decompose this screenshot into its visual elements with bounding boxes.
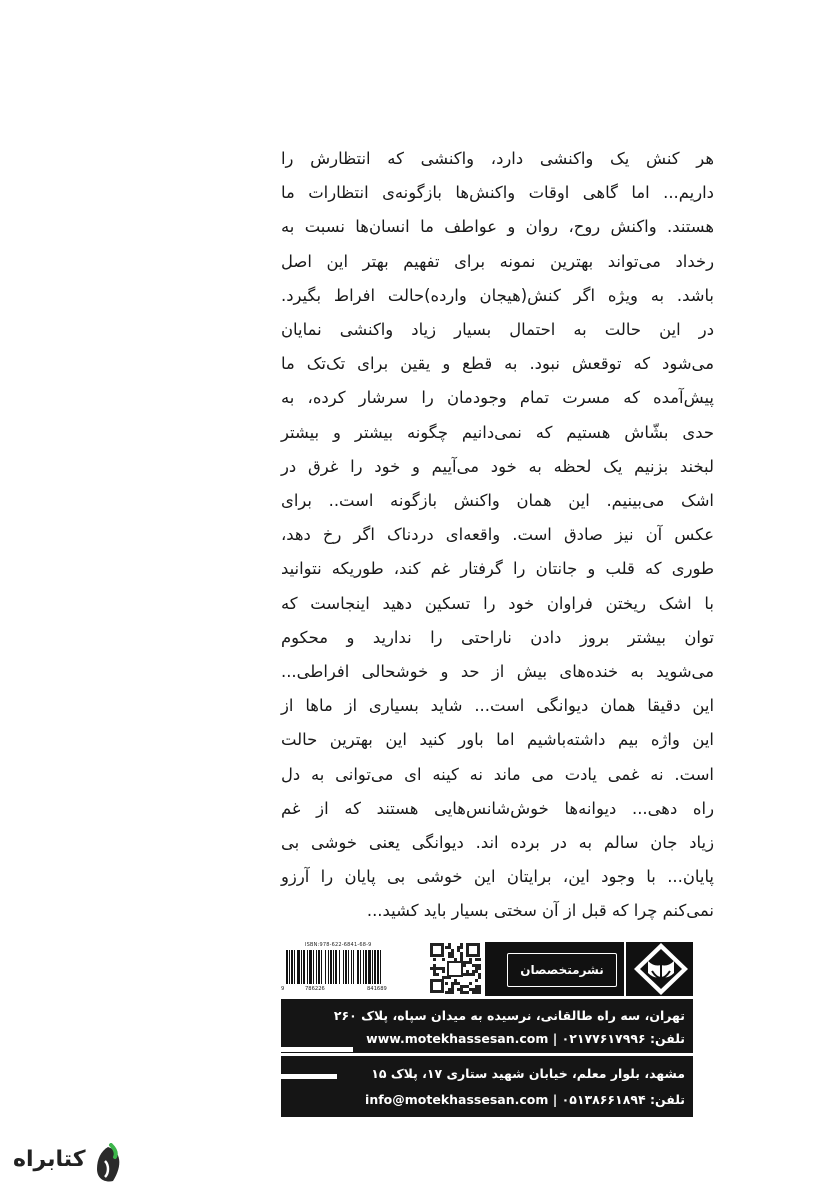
blurb-line: عکس آن نیز صادق است. واقعه‌ای دردناک اگر رخ دهد،: [281, 525, 714, 545]
qr-module: [451, 952, 454, 955]
logo-divider: [624, 942, 626, 996]
qr-module: [442, 958, 445, 961]
publisher-logo: [485, 942, 693, 996]
qr-module: [454, 982, 457, 985]
qr-module: [439, 967, 442, 970]
qr-module: [469, 973, 472, 976]
qr-module: [472, 973, 475, 976]
blurb-line: پایان... با وجود این، برایتان این خوشی بی پایان را آرزو: [281, 867, 714, 887]
qr-module: [433, 973, 436, 976]
decor-bar: [281, 1074, 337, 1079]
barcode-bar: [325, 950, 326, 984]
qr-module: [472, 970, 475, 973]
ketabrah-logo: [13, 1143, 125, 1185]
qr-module: [475, 988, 478, 991]
qr-finder-inner: [433, 946, 441, 954]
qr-module: [466, 985, 469, 988]
qr-module: [460, 985, 463, 988]
qr-module: [460, 946, 463, 949]
qr-module: [463, 961, 466, 964]
blurb-line: در این حالت به احتمال بسیار زیاد واکنشی نمایان: [281, 320, 714, 340]
qr-module: [448, 955, 451, 958]
qr-module: [442, 976, 445, 979]
qr-module: [448, 991, 451, 994]
barcode-bar: [353, 950, 354, 984]
barcode-lead-digit: 9: [281, 986, 285, 992]
qr-module: [466, 973, 469, 976]
tehran-contact: تلفن: ۰۲۱۷۷۶۱۷۹۹۶ | www.motekhassesan.com: [366, 1031, 685, 1046]
qr-module: [475, 985, 478, 988]
qr-module: [472, 991, 475, 994]
qr-module: [448, 952, 451, 955]
blurb-line: هر کنش یک واکنشی دارد، واکنشی که انتظارش را: [281, 149, 714, 168]
qr-module: [469, 988, 472, 991]
barcode-bar: [380, 950, 381, 984]
barcode-bar: [321, 950, 322, 984]
qr-module: [466, 991, 469, 994]
mashhad-address: مشهد، بلوار معلم، خیابان شهید ستاری ۱۷، پلاک ۱۵: [371, 1066, 685, 1081]
qr-module: [451, 955, 454, 958]
qr-module: [454, 979, 457, 982]
qr-module: [469, 958, 472, 961]
publisher-footer: [281, 942, 693, 1117]
qr-module: [457, 982, 460, 985]
blurb-line: اشک می‌بینیم. این همان واکنش بازگونه است.. برای: [281, 491, 714, 511]
barcode-bar: [357, 950, 359, 984]
qr-module: [448, 988, 451, 991]
blurb-line: این واژه بیم داشته‌باشیم اما باور کنید این بهترین حالت: [281, 730, 714, 750]
blurb-line: با اشک ریختن فراوان خود را تسکین دهید اینجاست که: [281, 593, 714, 613]
blurb-line: رخداد می‌تواند بهترین نمونه برای تفهیم بهتر این اصل: [281, 251, 714, 271]
qr-module: [442, 967, 445, 970]
blurb-line: است. نه غمی یادت می ماند نه کینه ای می‌توانی به دل: [281, 764, 714, 784]
qr-module: [433, 970, 436, 973]
qr-module: [460, 943, 463, 946]
blurb-line: طوری که قلب و جانتان را گرفتار غم کند، طوریکه نتوانید: [281, 559, 714, 579]
brand-name: کتابراه: [13, 1147, 86, 1172]
qr-module: [475, 979, 478, 982]
barcode-bar: [360, 950, 361, 984]
blurb-line: می‌شوید به خنده‌های بیش از حد و خوشحالی افراطی...: [281, 662, 714, 682]
barcode-bar: [289, 950, 290, 984]
blurb-line: داریم... اما گاهی اوقات واکنش‌ها بازگونه‌ی انتظارات ما: [281, 183, 714, 203]
qr-code-icon: [429, 942, 481, 996]
barcode-bar: [286, 950, 288, 984]
qr-module: [478, 958, 481, 961]
qr-module: [460, 958, 463, 961]
qr-module: [433, 967, 436, 970]
qr-module: [457, 946, 460, 949]
qr-module: [451, 988, 454, 991]
qr-module: [475, 991, 478, 994]
qr-module: [466, 961, 469, 964]
blurb-line: زیاد جان سالم به در برده اند. دیوانگی یعنی خوشی بی: [281, 833, 714, 853]
qr-module: [454, 958, 457, 961]
qr-module: [448, 946, 451, 949]
barcode-left-digits: 786226: [305, 986, 325, 992]
barcode-bar: [368, 950, 371, 984]
qr-module: [478, 967, 481, 970]
blurb-line: لبخند بزنیم یک لحظه به خود می‌آییم و خود را غرق در: [281, 456, 714, 476]
barcode-bar: [365, 950, 367, 984]
blurb-line: پیش‌آمده که مسرت تمام وجودمان را سرشار کرده، به: [281, 388, 714, 408]
qr-module: [475, 967, 478, 970]
publisher-name: نشرمتخصصان: [507, 953, 617, 987]
barcode-bar: [291, 950, 293, 984]
barcode-bar: [307, 950, 308, 984]
qr-module: [451, 982, 454, 985]
barcode-bar: [343, 950, 344, 984]
barcode-bar: [303, 950, 305, 984]
barcode-bar: [313, 950, 314, 984]
decor-bar: [281, 1047, 353, 1052]
isbn-label: ISBN:978-622-6841-68-9: [305, 942, 372, 948]
qr-module: [445, 946, 448, 949]
mashhad-contact: تلفن: ۰۵۱۳۸۶۶۱۸۹۴ | info@motekhassesan.com: [365, 1092, 685, 1107]
blurb-line: حدی بشّاش هستیم که نمی‌دانیم چگونه بیشتر و بیشتر: [281, 422, 714, 442]
qr-module: [478, 964, 481, 967]
barcode-bar: [348, 950, 349, 984]
qr-module: [478, 988, 481, 991]
qr-module: [436, 967, 439, 970]
barcode-bar: [374, 950, 376, 984]
qr-module: [478, 973, 481, 976]
qr-module: [478, 991, 481, 994]
qr-module: [433, 964, 436, 967]
barcode-bar: [372, 950, 373, 984]
qr-module: [433, 958, 436, 961]
qr-finder-inner: [469, 946, 477, 954]
barcode-bar: [351, 950, 352, 984]
barcode-bar: [335, 950, 337, 984]
qr-module: [451, 991, 454, 994]
qr-module: [469, 982, 472, 985]
qr-module: [436, 973, 439, 976]
qr-module: [460, 991, 463, 994]
qr-module: [451, 985, 454, 988]
isbn-barcode: [281, 942, 426, 996]
qr-module: [478, 985, 481, 988]
barcode-bar: [345, 950, 347, 984]
qr-module: [448, 943, 451, 946]
qr-module: [472, 988, 475, 991]
blurb-line: هستند. واکنش روح، روان و عواطف ما انسان‌ها نسبت به: [281, 217, 714, 237]
back-cover-blurb: [281, 142, 714, 929]
qr-module: [457, 949, 460, 952]
barcode-bar: [301, 950, 302, 984]
ketabrah-leaf-icon: [91, 1143, 125, 1185]
qr-module: [460, 988, 463, 991]
qr-module: [463, 991, 466, 994]
barcode-bar: [377, 950, 379, 984]
barcode-bar: [294, 950, 295, 984]
blurb-line: توان بیشتر بروز دادن ناراحتی را ندارید و محکوم: [281, 627, 714, 647]
qr-module: [466, 970, 469, 973]
blurb-line: می‌شود که توقعش نبود. به قطع و یقین برای تک‌تک ما: [281, 354, 714, 374]
publisher-emblem-icon: [632, 941, 690, 997]
barcode-bar: [316, 950, 317, 984]
tehran-address-block: [281, 999, 693, 1053]
qr-module: [460, 955, 463, 958]
blurb-line: راه دهی... دیوانه‌ها خوش‌شانس‌هایی هستند که از غم: [281, 798, 714, 818]
qr-module: [475, 958, 478, 961]
qr-module: [463, 973, 466, 976]
barcode-bars: [284, 950, 423, 986]
qr-module: [469, 961, 472, 964]
qr-module: [445, 991, 448, 994]
tehran-address: تهران، سه راه طالقانی، نرسیده به میدان سپاه، پلاک ۲۶۰: [333, 1008, 685, 1023]
qr-module: [475, 964, 478, 967]
qr-module: [472, 964, 475, 967]
qr-module: [451, 949, 454, 952]
qr-module: [457, 988, 460, 991]
barcode-bar: [363, 950, 364, 984]
barcode-bar: [297, 950, 300, 984]
mashhad-address-block: [281, 1056, 693, 1117]
blurb-line: نمی‌کنم چرا که قبل از آن سختی بسیار باید کشید...: [366, 901, 714, 921]
qr-module: [430, 967, 433, 970]
blurb-line: باشد. به ویژه اگر کنش(هیجان وارده)حالت افراط بگیرد.: [281, 285, 714, 305]
barcode-bar: [328, 950, 329, 984]
barcode-bar: [318, 950, 320, 984]
qr-module: [475, 970, 478, 973]
barcode-bar: [333, 950, 334, 984]
qr-module: [460, 952, 463, 955]
qr-module: [463, 964, 466, 967]
qr-module: [445, 982, 448, 985]
qr-module: [463, 985, 466, 988]
barcode-bar: [330, 950, 332, 984]
barcode-right-digits: 841689: [367, 986, 387, 992]
blurb-line: این دقیقا همان دیوانگی است... شاید بسیاری از ماها از: [281, 696, 714, 716]
barcode-bar: [309, 950, 312, 984]
barcode-bar: [339, 950, 340, 984]
qr-module: [478, 976, 481, 979]
qr-module: [442, 970, 445, 973]
qr-center-logo: [448, 962, 462, 976]
qr-finder-inner: [433, 982, 441, 990]
